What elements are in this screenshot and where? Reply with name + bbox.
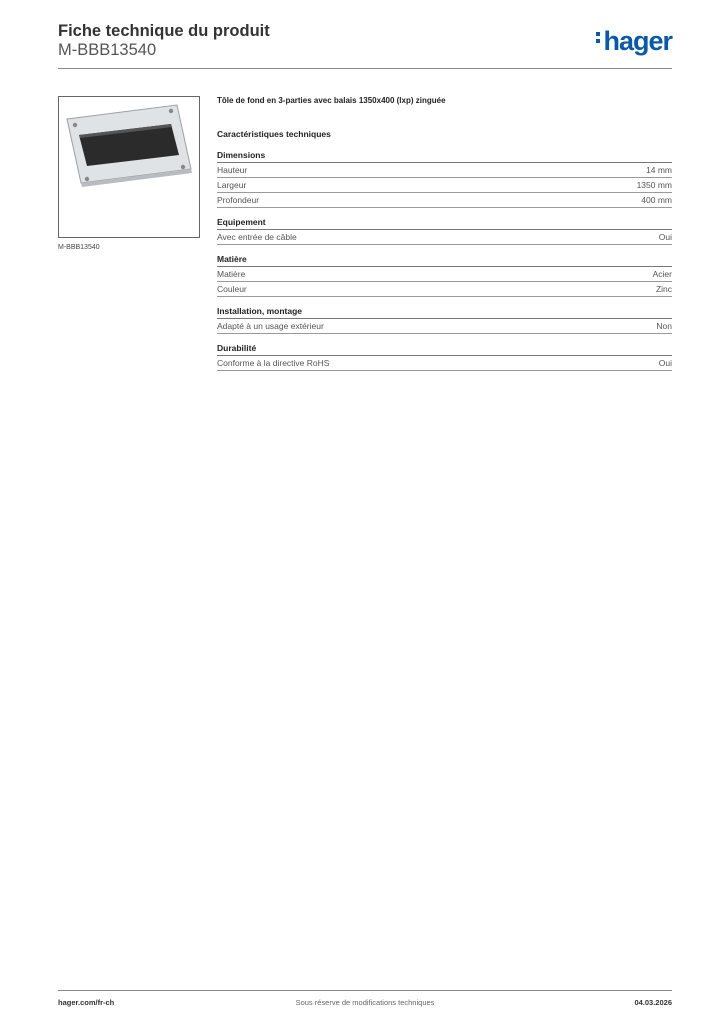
footer-date: 04.03.2026 bbox=[634, 998, 672, 1007]
spec-label: Largeur bbox=[217, 180, 247, 190]
spec-value: Non bbox=[656, 321, 672, 331]
spec-value: 400 mm bbox=[641, 195, 672, 205]
spec-row bbox=[217, 193, 672, 208]
spec-label: Couleur bbox=[217, 284, 247, 294]
image-caption: M-BBB13540 bbox=[58, 244, 100, 251]
spec-value: 14 mm bbox=[646, 165, 672, 175]
spec-row bbox=[217, 230, 672, 245]
spec-label: Conforme à la directive RoHS bbox=[217, 358, 330, 368]
spec-row bbox=[217, 319, 672, 334]
logo-colon-icon bbox=[596, 29, 600, 46]
group-title-durabilite: Durabilité bbox=[217, 343, 672, 356]
spec-row bbox=[217, 163, 672, 178]
spec-label: Profondeur bbox=[217, 195, 260, 205]
page-header bbox=[58, 22, 672, 68]
spec-label: Hauteur bbox=[217, 165, 248, 175]
spec-row bbox=[217, 282, 672, 297]
spec-label: Avec entrée de câble bbox=[217, 232, 297, 242]
spec-value: Acier bbox=[652, 269, 672, 279]
spec-value: 1350 mm bbox=[636, 180, 672, 190]
plate-illustration-icon bbox=[59, 97, 199, 237]
spec-value: Oui bbox=[658, 358, 672, 368]
footer-website-link[interactable]: hager.com/fr-ch bbox=[58, 998, 115, 1007]
product-image bbox=[58, 96, 200, 238]
header-divider bbox=[58, 68, 672, 69]
spec-row bbox=[217, 267, 672, 282]
spec-value: Oui bbox=[658, 232, 672, 242]
group-title-matiere: Matière bbox=[217, 254, 672, 267]
spec-row bbox=[217, 356, 672, 371]
logo-text: hager bbox=[603, 26, 672, 56]
spec-content bbox=[217, 96, 672, 371]
spec-row bbox=[217, 178, 672, 193]
spec-label: Matière bbox=[217, 269, 246, 279]
group-title-installation: Installation, montage bbox=[217, 306, 672, 319]
footer-notice: Sous réserve de modifications techniques bbox=[295, 998, 435, 1007]
section-title: Caractéristiques techniques bbox=[217, 129, 331, 139]
page-title: Fiche technique du produit bbox=[58, 22, 270, 40]
footer-divider bbox=[58, 990, 672, 991]
spec-value: Zinc bbox=[655, 284, 672, 294]
hager-logo bbox=[596, 26, 672, 57]
group-title-dimensions: Dimensions bbox=[217, 150, 672, 163]
product-name: Tôle de fond en 3-parties avec balais 1350x400 (lxp) zinguée bbox=[217, 96, 446, 105]
spec-label: Adapté à un usage extérieur bbox=[217, 321, 324, 331]
group-title-equipement: Equipement bbox=[217, 217, 672, 230]
product-reference: M-BBB13540 bbox=[58, 41, 157, 59]
